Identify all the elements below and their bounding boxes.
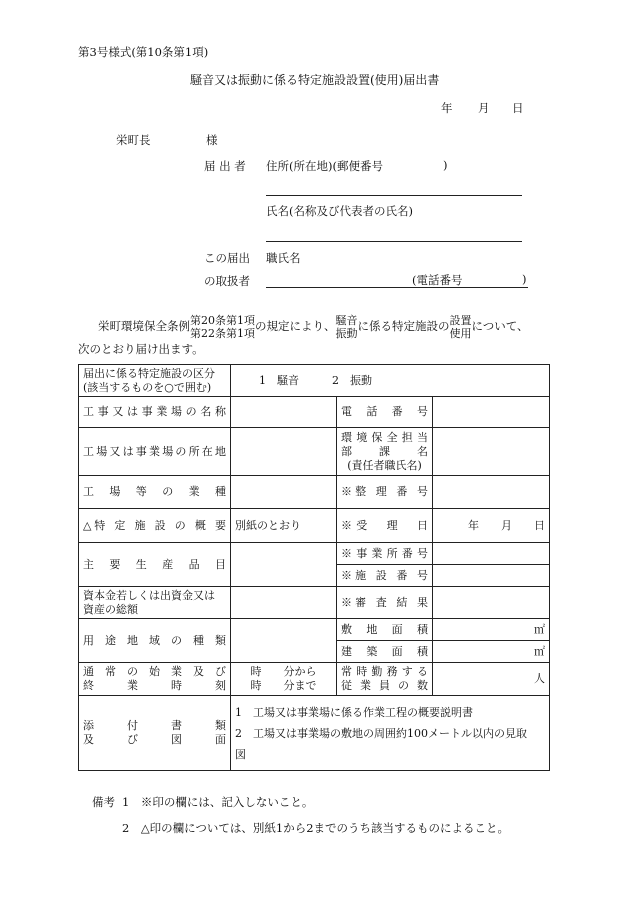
form-number: 第3号様式(第10条第1項) — [78, 45, 209, 59]
handler-line[interactable] — [266, 287, 528, 288]
statement-actions: 設置 使用 — [449, 314, 472, 340]
capital-label: 資本金若しくは出資金又は 資産の総額 — [79, 587, 231, 619]
location-label: 工場又は事業場の所在地 — [79, 428, 231, 476]
ref-number-value — [433, 476, 550, 509]
attachments-list — [231, 696, 550, 771]
handler-phone-close: ) — [522, 272, 527, 286]
facility-number-label: ※施 設 番 号 — [337, 565, 433, 587]
office-number-value — [433, 543, 550, 565]
date-month-label: 月 — [478, 101, 490, 115]
remarks-note-2: 2 △印の欄については、別紙1から2までのうち該当するものによること。 — [122, 821, 510, 835]
address-line[interactable] — [266, 195, 522, 196]
handler-title-name-label: 職氏名 — [266, 251, 301, 265]
statement-mid1: の規定により、 — [255, 319, 336, 333]
category-options[interactable]: 1 騒音 2 振動 — [231, 365, 550, 397]
facility-number-value — [433, 565, 550, 587]
employees-unit: 人 — [433, 663, 550, 696]
attachments-label: 添 付 書 類 及 び 図 面 — [79, 696, 231, 771]
category-label: 届出に係る特定施設の区分 (該当するものを○で囲む) — [79, 365, 231, 397]
handler-label-1: この届出 — [204, 251, 250, 265]
review-result-value — [433, 587, 550, 619]
hours-value[interactable]: 時 分から 時 分まで — [231, 663, 337, 696]
building-area-label: 建 築 面 積 — [337, 641, 433, 663]
addressee-honorific: 様 — [206, 133, 218, 147]
location-value[interactable] — [231, 428, 337, 476]
zoning-value[interactable] — [231, 619, 337, 663]
address-label: 住所(所在地)(郵便番号 — [266, 159, 383, 173]
env-manager-value[interactable] — [433, 428, 550, 476]
remarks-label: 備考 — [92, 795, 115, 809]
name-label: 氏名(名称及び代表者の氏名) — [266, 204, 413, 218]
statement-articles: 第20条第1項 第22条第1項 — [190, 314, 255, 340]
building-area-unit: ㎡ — [433, 641, 550, 663]
site-area-unit: ㎡ — [433, 619, 550, 641]
statement-mid2: に係る特定施設の — [357, 319, 450, 333]
attachment-2-cont: 図 — [235, 747, 246, 761]
notification-table — [78, 364, 550, 771]
main-products-value[interactable] — [231, 543, 337, 587]
phone-number-value[interactable] — [433, 397, 550, 428]
receipt-date-value: 年 月 日 — [433, 509, 550, 543]
hours-label: 通 常 の 始 業 及 び 終 業 時 刻 — [79, 663, 231, 696]
receipt-date-label: ※受 理 日 — [337, 509, 433, 543]
page-title: 騒音又は振動に係る特定施設設置(使用)届出書 — [190, 73, 440, 87]
handler-phone-label: (電話番号 — [412, 273, 463, 287]
env-manager-label: 環境保全担当 部 課 名 (責任者職氏名) — [337, 428, 433, 476]
employees-label: 常時勤務する 従 業 員 の 数 — [337, 663, 433, 696]
ref-number-label: ※整 理 番 号 — [337, 476, 433, 509]
capital-value[interactable] — [231, 587, 337, 619]
date-day-label: 日 — [512, 101, 524, 115]
addressee-name: 栄町長 — [116, 133, 151, 147]
statement-types: 騒音 振動 — [335, 314, 358, 340]
review-result-label: ※審 査 結 果 — [337, 587, 433, 619]
main-products-label: 主 要 生 産 品 目 — [79, 543, 231, 587]
phone-number-label: 電 話 番 号 — [337, 397, 433, 428]
facility-overview-label: △特 定 施 設 の 概 要 — [79, 509, 231, 543]
statement-line1 — [98, 311, 529, 341]
business-type-label: 工 場 等 の 業 種 — [79, 476, 231, 509]
attachment-2: 2 工場又は事業場の敷地の周囲約100メートル以内の見取 — [235, 726, 527, 740]
statement-suffix: について、 — [471, 319, 529, 333]
zoning-label: 用 途 地 域 の 種 類 — [79, 619, 231, 663]
statement-line2: 次のとおり届け出ます。 — [78, 342, 204, 356]
business-name-value[interactable] — [231, 397, 337, 428]
remarks-note-1: 1 ※印の欄には、記入しないこと。 — [122, 795, 314, 809]
date-year-label: 年 — [441, 101, 453, 115]
office-number-label: ※事業所番号 — [337, 543, 433, 565]
attachment-1: 1 工場又は事業場に係る作業工程の概要説明書 — [235, 705, 473, 719]
notifier-label: 届 出 者 — [204, 159, 246, 173]
statement-prefix: 栄町環境保全条例 — [98, 319, 190, 333]
handler-label-2: の取扱者 — [204, 274, 250, 288]
business-name-label: 工事又は事業場の名称 — [79, 397, 231, 428]
separate-sheet-note: 別紙のとおり — [231, 509, 337, 543]
business-type-value[interactable] — [231, 476, 337, 509]
name-line[interactable] — [266, 241, 522, 242]
address-close: ) — [443, 158, 448, 172]
site-area-label: 敷 地 面 積 — [337, 619, 433, 641]
